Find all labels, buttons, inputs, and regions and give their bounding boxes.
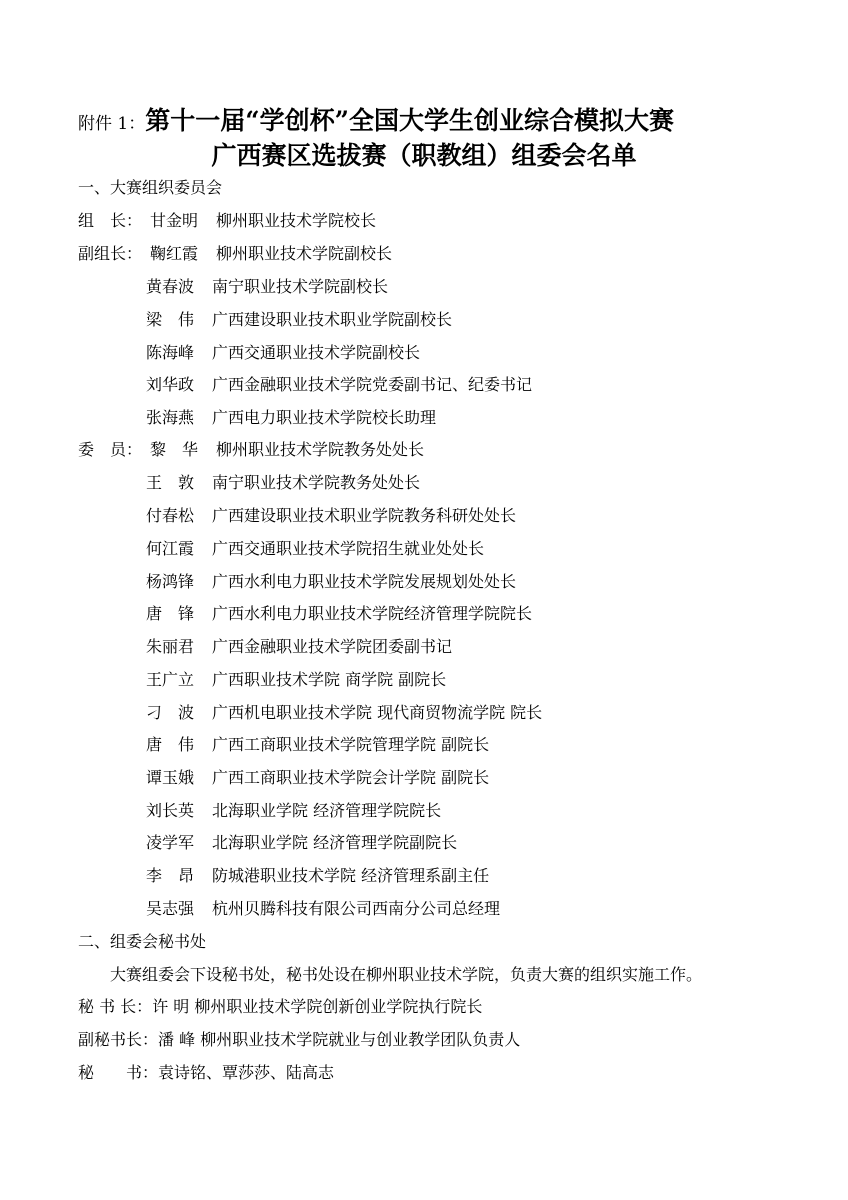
leader-title: 柳州职业技术学院校长 xyxy=(216,211,377,230)
member-row xyxy=(146,603,532,625)
member-name: 唐 锋 xyxy=(146,604,195,623)
member-row xyxy=(146,702,542,724)
member-name: 唐 伟 xyxy=(146,735,195,754)
member-title: 广西水利电力职业技术学院发展规划处处长 xyxy=(212,572,517,591)
member-title: 杭州贝腾科技有限公司西南分公司总经理 xyxy=(212,899,501,918)
deputy-row xyxy=(146,374,532,396)
secretaries-text: 袁诗铭、覃莎莎、陆高志 xyxy=(158,1063,335,1082)
member-title: 广西金融职业技术学院团委副书记 xyxy=(212,637,453,656)
secretary-general-row xyxy=(78,996,482,1018)
member-row xyxy=(146,571,516,593)
member-name: 何江霞 xyxy=(146,539,195,558)
secretariat-intro: 大赛组委会下设秘书处，秘书处设在柳州职业技术学院，负责大赛的组织实施工作。 xyxy=(110,965,703,984)
member-name: 王 敦 xyxy=(146,473,195,492)
deputy-row xyxy=(146,342,420,364)
member-row xyxy=(146,669,446,691)
member-name: 凌学军 xyxy=(146,833,195,852)
leader-name: 甘金明 xyxy=(150,211,199,230)
member-row xyxy=(146,800,441,822)
deputy-name: 陈海峰 xyxy=(146,343,195,362)
member-role: 委 员： xyxy=(78,440,143,459)
member-row xyxy=(146,636,452,658)
secretaries-row xyxy=(78,1062,334,1084)
deputy-title: 柳州职业技术学院副校长 xyxy=(216,244,393,263)
deputy-row xyxy=(146,276,388,298)
secretary-general-role: 秘 书 长： xyxy=(78,997,153,1016)
deputy-name: 梁 伟 xyxy=(146,310,195,329)
member-row xyxy=(146,767,489,789)
deputy-secretary-general-role: 副秘书长： xyxy=(78,1030,159,1049)
member-row xyxy=(146,832,457,854)
section-1-heading: 一、大赛组织委员会 xyxy=(78,178,223,197)
section-2-heading: 二、组委会秘书处 xyxy=(78,932,207,951)
member-row xyxy=(146,898,500,920)
member-title: 广西工商职业技术学院管理学院 副院长 xyxy=(212,735,490,754)
member-title: 柳州职业技术学院教务处处长 xyxy=(216,440,425,459)
member-name: 黎 华 xyxy=(150,440,199,459)
member-row xyxy=(146,865,489,887)
member-title: 南宁职业技术学院教务处处长 xyxy=(212,473,421,492)
member-title: 防城港职业技术学院 经济管理系副主任 xyxy=(212,866,490,885)
title-text-1: 第十一届“学创杯”全国大学生创业综合模拟大赛 xyxy=(145,106,674,135)
member-name: 吴志强 xyxy=(146,899,195,918)
document-title-line-1 xyxy=(78,104,674,141)
secretary-general-text: 许 明 柳州职业技术学院创新创业学院执行院长 xyxy=(152,997,483,1016)
member-name: 刁 波 xyxy=(146,703,195,722)
deputy-title: 广西交通职业技术学院副校长 xyxy=(212,343,421,362)
member-row xyxy=(146,538,484,560)
member-name: 刘长英 xyxy=(146,801,195,820)
member-title: 广西职业技术学院 商学院 副院长 xyxy=(212,670,447,689)
member-title: 广西水利电力职业技术学院经济管理学院院长 xyxy=(212,604,533,623)
member-title: 广西工商职业技术学院会计学院 副院长 xyxy=(212,768,490,787)
deputy-row xyxy=(78,243,392,265)
leader-row xyxy=(78,210,376,232)
deputy-secretary-general-text: 潘 峰 柳州职业技术学院就业与创业教学团队负责人 xyxy=(158,1030,521,1049)
deputy-title: 南宁职业技术学院副校长 xyxy=(212,277,389,296)
member-name: 谭玉娥 xyxy=(146,768,195,787)
member-name: 杨鸿锋 xyxy=(146,572,195,591)
deputy-title: 广西金融职业技术学院党委副书记、纪委书记 xyxy=(212,375,533,394)
member-row xyxy=(146,734,489,756)
member-name: 付春松 xyxy=(146,506,195,525)
deputy-name: 鞠红霞 xyxy=(150,244,199,263)
deputy-name: 黄春波 xyxy=(146,277,195,296)
member-name: 朱丽君 xyxy=(146,637,195,656)
leader-role: 组 长： xyxy=(78,211,143,230)
member-title: 广西机电职业技术学院 现代商贸物流学院 院长 xyxy=(212,703,543,722)
deputy-title: 广西电力职业技术学院校长助理 xyxy=(212,408,437,427)
member-title: 北海职业学院 经济管理学院副院长 xyxy=(212,833,458,852)
member-title: 广西建设职业技术职业学院教务科研处处长 xyxy=(212,506,517,525)
deputy-row xyxy=(146,407,436,429)
document-title-line-2: 广西赛区选拔赛（职教组）组委会名单 xyxy=(211,141,637,170)
member-title: 北海职业学院 经济管理学院院长 xyxy=(212,801,442,820)
member-row xyxy=(146,472,420,494)
deputy-title: 广西建设职业技术职业学院副校长 xyxy=(212,310,453,329)
member-row xyxy=(78,439,424,461)
deputy-secretary-general-row xyxy=(78,1029,520,1051)
deputy-name: 刘华政 xyxy=(146,375,195,394)
secretaries-role: 秘 书： xyxy=(78,1063,159,1082)
attachment-label: 附件 1： xyxy=(78,114,146,134)
member-title: 广西交通职业技术学院招生就业处处长 xyxy=(212,539,485,558)
member-name: 李 昂 xyxy=(146,866,195,885)
member-name: 王广立 xyxy=(146,670,195,689)
deputy-row xyxy=(146,309,452,331)
member-row xyxy=(146,505,516,527)
deputy-name: 张海燕 xyxy=(146,408,195,427)
deputy-role: 副组长： xyxy=(78,244,143,263)
